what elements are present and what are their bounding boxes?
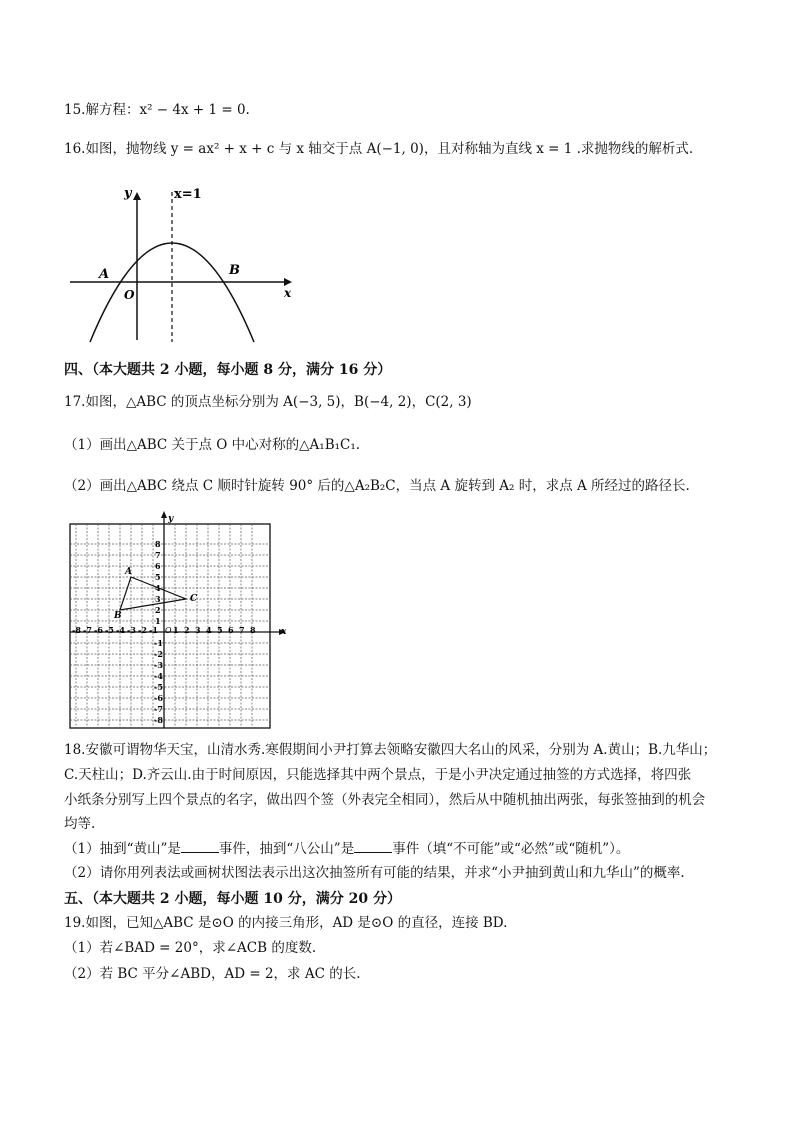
x-tick-label: -1 [149, 625, 158, 635]
origin-label: O [124, 288, 135, 302]
x-tick-label: -7 [83, 625, 92, 635]
y-tick-label: 7 [155, 550, 161, 560]
y-tick-label: 5 [155, 572, 161, 582]
parabola-figure [60, 180, 310, 348]
triangle-vertex-label: C [190, 594, 198, 604]
y-tick-label: -5 [154, 682, 163, 692]
y-tick-label: -7 [154, 704, 163, 714]
question-15: 15.解方程：x² − 4x + 1 = 0. [64, 102, 250, 118]
x-label: x [284, 286, 292, 300]
x-tick-label: 4 [206, 625, 212, 635]
point-b-label: B [229, 263, 240, 278]
y-tick-label: -4 [154, 671, 163, 681]
q18-part1-b: 事件，抽到“八公山”是 [218, 841, 355, 857]
question-18-line-4: 均等. [64, 816, 96, 832]
triangle-vertex-label: A [125, 567, 132, 577]
y-tick-label: -3 [154, 660, 163, 670]
y-tick-label: -1 [154, 638, 163, 648]
question-17-stem: 17.如图，△ABC 的顶点坐标分别为 A(−3, 5)，B(−4, 2)，C(2, 3) [64, 394, 472, 410]
triangle-vertex-label: B [114, 611, 122, 621]
x-tick-label: 2 [184, 625, 190, 635]
x-tick-label: -8 [72, 625, 81, 635]
y-tick-label: 2 [155, 605, 161, 615]
question-16: 16.如图，抛物线 y = ax² + x + c 与 x 轴交于点 A(−1, 0)，且对称轴为直线 x = 1 .求抛物线的解析式. [64, 141, 694, 157]
x-tick-label: 3 [195, 625, 201, 635]
symmetry-line-label: x=1 [174, 187, 202, 202]
x-tick-label: 6 [228, 625, 234, 635]
point-a-label: A [99, 267, 110, 282]
y-label: y [124, 186, 132, 201]
x-tick-label: 5 [217, 625, 223, 635]
question-18-part-1 [64, 840, 629, 857]
y-tick-label: 6 [155, 561, 161, 571]
y-tick-label: 4 [155, 583, 161, 593]
q18-part1-c: 事件（填“不可能”或“必然”或“随机”）。 [392, 841, 630, 857]
question-18-line-1: 18.安徽可谓物华天宝，山清水秀.寒假期间小尹打算去领略安徽四大名山的风采，分别为 A.黄山；B.九华山； [64, 742, 717, 758]
y-tick-label: -6 [154, 693, 163, 703]
grid-y-axis-arrow [161, 511, 167, 518]
grid-y-label: y [168, 514, 174, 524]
question-18-line-3: 小纸条分别写上四个景点的名字，做出四个签（外表完全相同），然后从中随机抽出两张，每张签抽到的机会 [64, 792, 706, 808]
x-tick-label: -2 [138, 625, 147, 635]
question-19-stem: 19.如图，已知△ABC 是⊙O 的内接三角形，AD 是⊙O 的直径，连接 BD. [64, 915, 508, 931]
x-tick-label: -3 [127, 625, 136, 635]
question-17-part-2: （2）画出△ABC 绕点 C 顺时针旋转 90° 后的△A₂B₂C，当点 A 旋转到 A₂ 时，求点 A 所经过的路径长. [64, 478, 690, 494]
grid-x-label: x [281, 627, 287, 637]
y-tick-label: 3 [155, 594, 161, 604]
answer-blank-1[interactable] [181, 840, 219, 853]
coordinate-grid [60, 510, 295, 735]
x-tick-label: -6 [94, 625, 103, 635]
x-tick-label: -4 [116, 625, 125, 635]
answer-blank-2[interactable] [354, 840, 392, 853]
section-4-title: 四、（本大题共 2 小题，每小题 8 分，满分 16 分） [64, 362, 392, 378]
question-19-part-2: （2）若 BC 平分∠ABD，AD = 2，求 AC 的长. [64, 966, 361, 982]
x-axis-arrow [284, 278, 292, 286]
question-17-part-1: （1）画出△ABC 关于点 O 中心对称的△A₁B₁C₁. [64, 437, 361, 453]
y-tick-label: 1 [155, 616, 161, 626]
x-tick-label: 1 [173, 625, 179, 635]
section-5-title: 五、（本大题共 2 小题，每小题 10 分，满分 20 分） [64, 891, 401, 907]
y-tick-label: -8 [154, 715, 163, 725]
x-tick-label: 8 [250, 625, 256, 635]
grid-origin-label: O [165, 626, 172, 635]
x-tick-label: -5 [105, 625, 114, 635]
question-18-part-2: （2）请你用列表法或画树状图法表示出这次抽签所有可能的结果，并求“小尹抽到黄山和九华山”的概率. [64, 865, 685, 881]
question-18-line-2: C.天柱山；D.齐云山.由于时间原因，只能选择其中两个景点，于是小尹决定通过抽签的方式选择，将四张 [64, 767, 692, 783]
question-19-part-1: （1）若∠BAD = 20°，求∠ACB 的度数. [64, 940, 317, 956]
x-tick-label: 7 [239, 625, 245, 635]
y-axis-arrow [133, 192, 141, 200]
q18-part1-a: （1）抽到“黄山”是 [64, 841, 181, 857]
y-tick-label: -2 [154, 649, 163, 659]
y-tick-label: 8 [155, 539, 161, 549]
